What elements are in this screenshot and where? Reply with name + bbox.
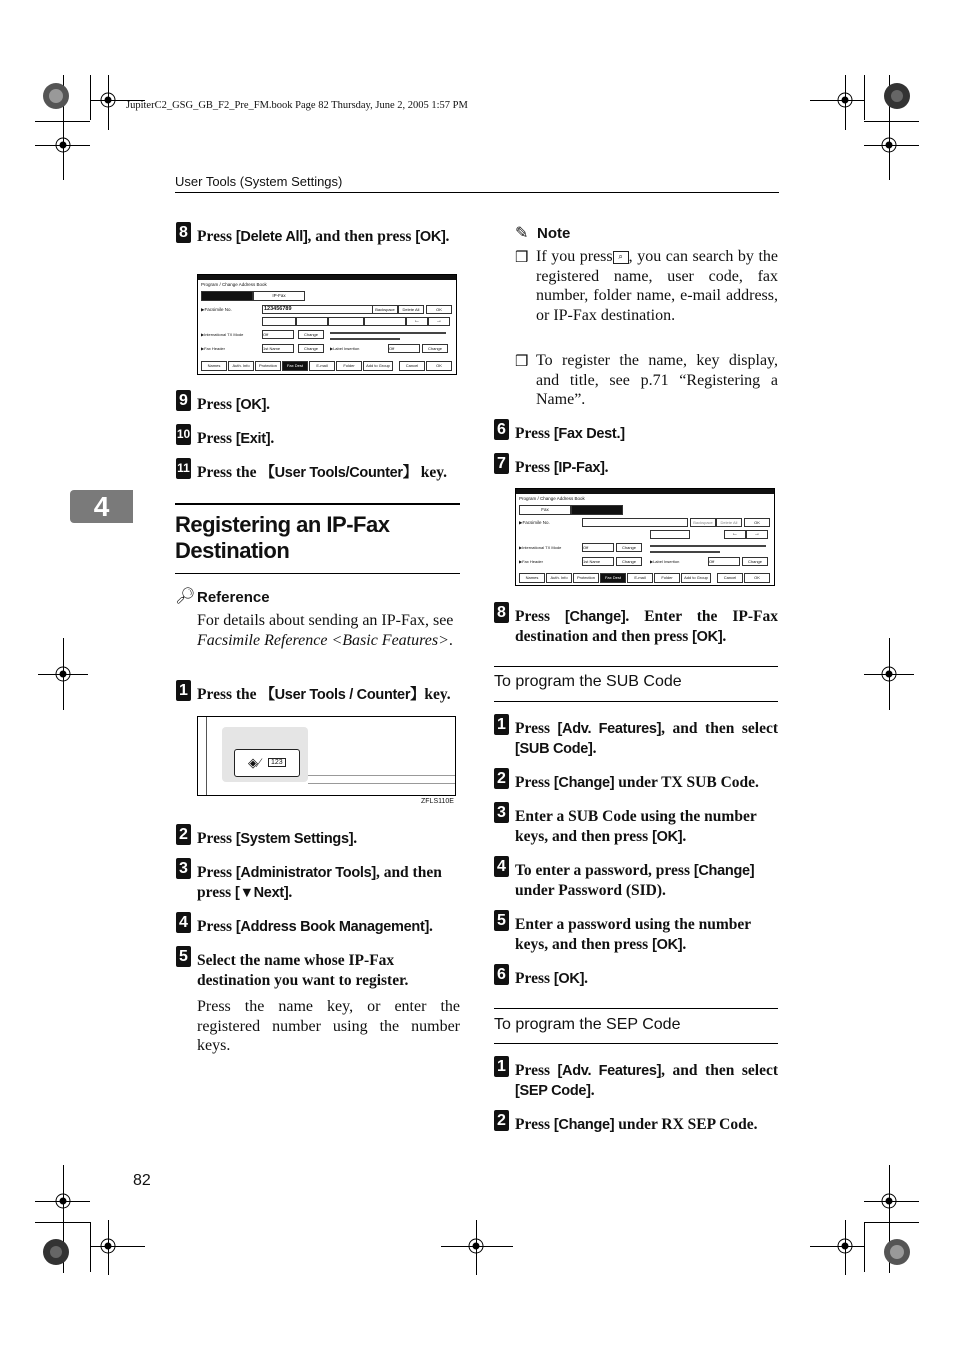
fax-address-screen: Program / Change Address Book IP-Fax ▶Facsimile No. 123456789 Backspace Delete All OK ← → ▶International TX Mode Off Change ▶Fax Header 1st Name Change ▶Label Insertion Off Change Names Auth. Info Protection Fax Dest E-mail Folder Add to Group Cancel OK bbox=[197, 274, 457, 375]
step-8-text: Press [Delete All], and then press [OK]. bbox=[197, 228, 450, 245]
section-rule-bottom bbox=[175, 573, 460, 574]
ipfax-address-screen: Program / Change Address Book Fax ▶Facsimile No. Backspace Delete All OK ← → ▶International TX Mode Off Change ▶Fax Header 1st Name Change ▶Label Insertion Off Change Names Auth. Info Protection Fax Dest E-mail Folder Add to Group Cancel OK bbox=[515, 488, 775, 586]
sub-code-rule-bottom bbox=[494, 701, 778, 702]
reference-text: For details about sending an IP-Fax, see Facsimile Reference <Basic Features>. bbox=[197, 612, 454, 649]
sep-step-1-text: Press [Adv. Features], and then select [SEP Code]. bbox=[515, 1062, 778, 1099]
step-number-4: 4 bbox=[176, 912, 191, 933]
step-5-body: Press the name key, or enter the registered number using the number keys. bbox=[197, 998, 460, 1054]
page-number: 82 bbox=[133, 1172, 151, 1189]
step-4-text: Press [Address Book Management]. bbox=[197, 918, 433, 935]
step-number-2: 2 bbox=[176, 824, 191, 845]
sep-code-title: To program the SEP Code bbox=[494, 1016, 681, 1033]
control-panel-figure: ◈⁄ 123 bbox=[197, 716, 456, 796]
step-number-6: 6 bbox=[494, 419, 509, 440]
step-2-text: Press [System Settings]. bbox=[197, 830, 358, 847]
reference-label: Reference bbox=[197, 589, 270, 606]
note-2-text: To register the name, key display, and title, see p.71 “Registering a Name”. bbox=[536, 352, 778, 408]
step-number-8b: 8 bbox=[494, 602, 509, 623]
note-label: Note bbox=[537, 225, 571, 242]
reference-icon: 🔎︎ bbox=[175, 588, 196, 605]
step-number-8: 8 bbox=[176, 222, 191, 243]
step-7-text: Press [IP-Fax]. bbox=[515, 459, 609, 476]
sub-step-2-text: Press [Change] under TX SUB Code. bbox=[515, 774, 759, 791]
sub-step-3-text: Enter a SUB Code using the number keys, and then press [OK]. bbox=[515, 808, 757, 845]
file-info-line: JupiterC2_GSG_GB_F2_Pre_FM.book Page 82 Thursday, June 2, 2005 1:57 PM bbox=[126, 100, 468, 111]
note-bullet-1: ❒ bbox=[515, 250, 529, 266]
step-5-text: Select the name whose IP-Fax destination you want to register. bbox=[197, 952, 409, 989]
figure-code: ZFLS110E bbox=[421, 798, 454, 805]
search-icon: ⌕ bbox=[613, 251, 629, 264]
step-10-text: Press [Exit]. bbox=[197, 430, 275, 447]
sub-step-4-text: To enter a password, press [Change] under Password (SID). bbox=[515, 862, 755, 899]
sub-step-number-6: 6 bbox=[494, 964, 509, 985]
step-number-1: 1 bbox=[176, 680, 191, 701]
section-rule-top bbox=[175, 503, 460, 505]
step-number-9: 9 bbox=[176, 390, 191, 411]
step-number-11: 11 bbox=[176, 458, 191, 479]
sub-code-title: To program the SUB Code bbox=[494, 673, 682, 690]
sep-code-rule-top bbox=[494, 1008, 778, 1009]
step-number-7: 7 bbox=[494, 453, 509, 474]
step-number-3: 3 bbox=[176, 858, 191, 879]
step-3-text: Press [Administrator Tools], and then press [▼Next]. bbox=[197, 864, 442, 901]
step-11-text: Press the 【User Tools/Counter】 key. bbox=[197, 464, 448, 481]
section-title: Registering an IP-Fax Destination bbox=[175, 512, 390, 563]
chapter-tab: 4 bbox=[70, 490, 133, 523]
sub-step-number-4: 4 bbox=[494, 856, 509, 877]
step-number-5: 5 bbox=[176, 946, 191, 967]
sep-step-2-text: Press [Change] under RX SEP Code. bbox=[515, 1116, 758, 1133]
step-number-10: 10 bbox=[176, 424, 191, 445]
sub-step-number-2: 2 bbox=[494, 768, 509, 789]
sub-step-number-3: 3 bbox=[494, 802, 509, 823]
step-1-text: Press the 【User Tools / Counter】key. bbox=[197, 686, 451, 703]
sub-step-number-5: 5 bbox=[494, 910, 509, 931]
header-rule bbox=[175, 192, 779, 193]
note-1-text: If you press ⌕ , you can search by the registered name, user code, fax number, folder name, e-mail address, or IP-Fax destination. bbox=[536, 248, 778, 324]
sub-step-number-1: 1 bbox=[494, 714, 509, 735]
note-pencil-icon: ✎ bbox=[515, 225, 529, 242]
sub-step-5-text: Enter a password using the number keys, and then press [OK]. bbox=[515, 916, 751, 953]
step-8b-text: Press [Change]. Enter the IP-Fax destination and then press [OK]. bbox=[515, 608, 778, 645]
running-head: User Tools (System Settings) bbox=[175, 174, 343, 189]
sub-step-1-text: Press [Adv. Features], and then select [SUB Code]. bbox=[515, 720, 778, 757]
user-tools-key-icon: ◈⁄ bbox=[248, 755, 261, 770]
step-9-text: Press [OK]. bbox=[197, 396, 270, 413]
sub-step-6-text: Press [OK]. bbox=[515, 970, 588, 987]
sep-step-number-2: 2 bbox=[494, 1110, 509, 1131]
sub-code-rule-top bbox=[494, 666, 778, 667]
sep-code-rule-bottom bbox=[494, 1043, 778, 1044]
sep-step-number-1: 1 bbox=[494, 1056, 509, 1077]
step-6-text: Press [Fax Dest.] bbox=[515, 425, 625, 442]
note-bullet-2: ❒ bbox=[515, 354, 529, 370]
